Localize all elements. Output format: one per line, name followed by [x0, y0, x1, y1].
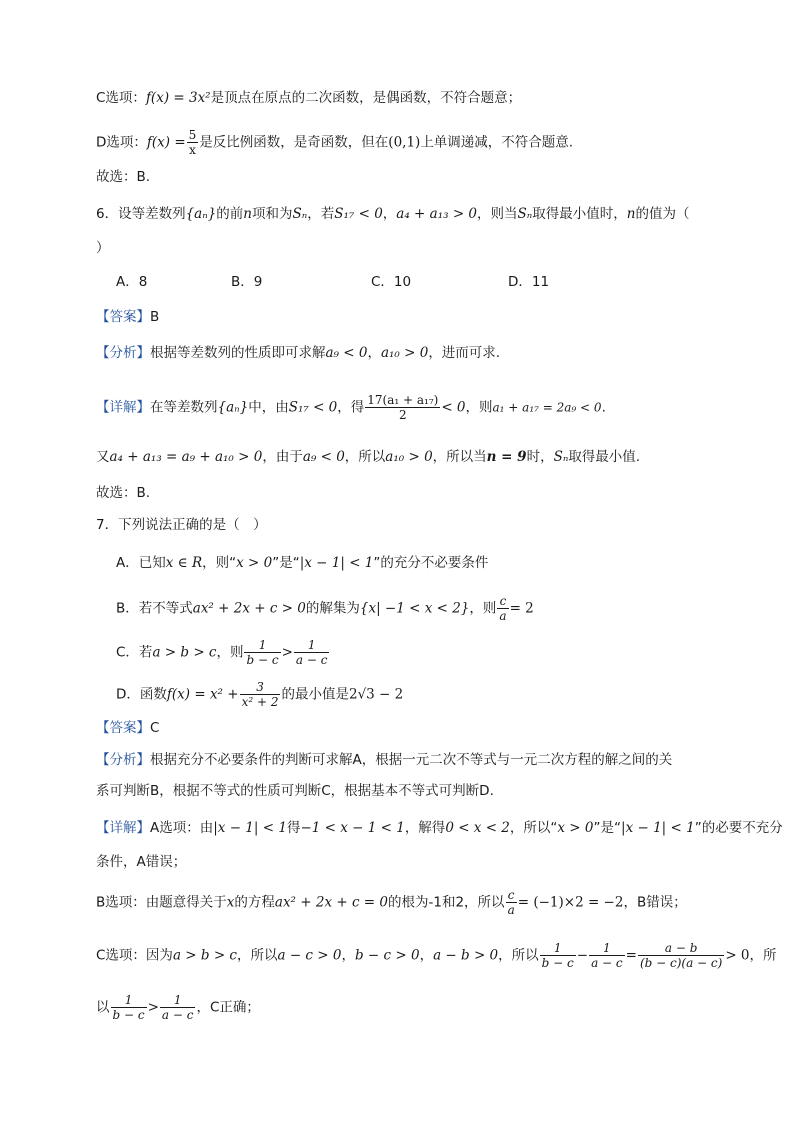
- fraction-numerator: 1: [589, 941, 625, 956]
- text: ”是“: [272, 555, 300, 571]
- math: >: [281, 644, 293, 661]
- answer-6: [96, 307, 704, 327]
- question-7: [96, 515, 704, 535]
- fraction: [365, 393, 440, 422]
- fraction-numerator: 1: [111, 993, 147, 1008]
- text-line: [96, 167, 704, 187]
- text: ，得: [337, 399, 365, 416]
- text: D．函数: [116, 686, 167, 703]
- text: ，所以当: [432, 449, 487, 465]
- text: 故选：B.: [96, 169, 151, 185]
- fraction-numerator: 1: [244, 638, 280, 653]
- detail-6: [96, 393, 704, 422]
- text: ，所: [749, 947, 777, 964]
- detail-6-cont: [96, 447, 704, 467]
- text-line: [96, 88, 704, 108]
- answer-7: [96, 718, 704, 738]
- math: Sₙ: [517, 206, 533, 222]
- math: a₉ < 0: [302, 449, 345, 465]
- fraction-denominator: a − c: [161, 1008, 194, 1022]
- option-a: A．8: [116, 274, 148, 290]
- text: ，则“: [202, 555, 237, 571]
- text: 的解集为: [305, 600, 360, 617]
- text: 时，: [526, 449, 554, 465]
- text: ，: [367, 345, 381, 361]
- text: 又: [96, 449, 110, 465]
- fraction: [589, 941, 625, 970]
- fraction-numerator: 5: [188, 128, 197, 142]
- math: n: [626, 206, 636, 222]
- fraction: [111, 993, 147, 1022]
- text: ，若: [307, 206, 335, 222]
- math: |x − 1| < 1: [299, 555, 374, 571]
- text-line: [96, 483, 704, 503]
- math: a₄ + a₁₃ > 0: [396, 206, 478, 222]
- text: 项和为: [252, 206, 293, 222]
- fraction-numerator: a − b: [638, 941, 724, 956]
- math: x ∈ R: [165, 555, 203, 571]
- question-6: [96, 204, 704, 224]
- text: 根据充分不必要条件的判断可求解A，根据一元二次不等式与一元二次方程的解之间的关: [150, 752, 673, 768]
- text: 以: [96, 999, 110, 1016]
- math: Sₙ: [292, 206, 308, 222]
- text: 故选：B.: [96, 485, 151, 501]
- math: {aₙ}: [217, 399, 249, 416]
- math: 0 < x < 2: [445, 820, 510, 836]
- detail-7-d: [96, 993, 704, 1022]
- text: 的前: [216, 206, 244, 222]
- fraction-denominator: 2: [398, 408, 407, 422]
- text: ，则: [469, 600, 497, 617]
- text: ，解得: [404, 820, 446, 836]
- fraction: [638, 941, 724, 970]
- text-line: [96, 128, 704, 157]
- text: A选项：由: [150, 820, 214, 836]
- analysis-tag: 【分析】: [96, 345, 150, 361]
- text: 系可判断B，根据不等式的性质可判断C，根据基本不等式可判断D.: [96, 783, 494, 799]
- analysis-tag: 【分析】: [96, 752, 150, 768]
- math: f(x) = x² +: [166, 686, 239, 703]
- answer-tag: 【答案】: [96, 720, 150, 736]
- math: x > 0: [236, 555, 273, 571]
- text: ”是“: [593, 820, 622, 836]
- text: ，则: [216, 644, 244, 661]
- math: a₄ + a₁₃ = a₉ + a₁₀ > 0: [109, 449, 263, 465]
- fraction: [497, 594, 508, 623]
- fraction-denominator: x² + 2: [241, 695, 279, 709]
- text: ，则当: [477, 206, 518, 222]
- text: B选项：由题意得关于: [96, 894, 227, 911]
- fraction: [244, 638, 280, 667]
- math: n: [243, 206, 252, 222]
- math: {aₙ}: [185, 206, 217, 222]
- text: ，: [341, 947, 355, 964]
- option-7a: [116, 553, 704, 573]
- math: n = 9: [486, 449, 527, 465]
- fraction: [187, 128, 199, 157]
- analysis-7: [96, 750, 704, 770]
- text: ，: [419, 947, 434, 964]
- detail-tag: 【详解】: [96, 820, 150, 836]
- fraction: [506, 888, 517, 917]
- text: 7．下列说法正确的是（ ）: [96, 517, 267, 533]
- text: ，则: [465, 399, 493, 416]
- text: ，所以“: [509, 820, 558, 836]
- math: > 0: [725, 947, 750, 964]
- option-d: D．11: [508, 274, 550, 290]
- math: |x − 1| < 1: [213, 820, 287, 836]
- math: |x − 1| < 1: [621, 820, 695, 836]
- math: = 2: [509, 600, 534, 617]
- math: −: [576, 947, 589, 964]
- option-c: C．10: [371, 274, 412, 290]
- math: S₁₇ < 0: [288, 399, 338, 416]
- text-line: [96, 852, 704, 872]
- math: < 0: [441, 399, 466, 416]
- fraction: [540, 941, 576, 970]
- math: (0,1): [388, 134, 421, 151]
- option-b: B．9: [231, 274, 263, 290]
- math: {x| −1 < x < 2}: [359, 600, 470, 617]
- text-line: [96, 238, 704, 258]
- math: f(x) = 3x²: [145, 90, 211, 106]
- text: 的根为-1和2，所以: [388, 894, 505, 911]
- text: 6．设等差数列: [96, 206, 186, 222]
- fraction-numerator: 1: [294, 638, 330, 653]
- fraction-numerator: 17(a₁ + a₁₇): [367, 393, 439, 407]
- detail-7: [96, 818, 783, 838]
- option-7d: [116, 680, 704, 709]
- text: ”的充分不必要条件: [373, 555, 489, 571]
- fraction-numerator: c: [506, 888, 517, 903]
- fraction: [240, 680, 281, 709]
- fraction-denominator: a: [499, 609, 507, 623]
- math: x: [226, 894, 235, 911]
- math: ax² + 2x + c = 0: [274, 894, 388, 911]
- text: 的值为（: [635, 206, 690, 222]
- math: ax² + 2x + c > 0: [192, 600, 306, 617]
- text-line: [96, 781, 704, 801]
- math: S₁₇ < 0: [334, 206, 383, 222]
- math: a₁₀ > 0: [380, 345, 429, 361]
- text: 取得最小值.: [568, 449, 641, 465]
- fraction-numerator: 1: [160, 993, 196, 1008]
- fraction: [160, 993, 196, 1022]
- fraction-denominator: a: [507, 903, 515, 917]
- math: b − c > 0: [354, 947, 420, 964]
- text: ”的必要不充分: [694, 820, 783, 836]
- fraction-denominator: a − c: [591, 956, 623, 970]
- answer-tag: 【答案】: [96, 309, 150, 325]
- text: ，所以: [498, 947, 539, 964]
- text: ，所以: [236, 947, 278, 964]
- fraction-numerator: 1: [540, 941, 576, 956]
- answer-value: C: [150, 720, 160, 736]
- math: = (−1)×2 = −2: [517, 894, 624, 911]
- math: x > 0: [557, 820, 594, 836]
- text: ，由于: [262, 449, 303, 465]
- text: C．若: [116, 644, 153, 661]
- text: ，C正确；: [196, 999, 260, 1016]
- math: Sₙ: [553, 449, 569, 465]
- fraction: [294, 638, 330, 667]
- text: C选项：因为: [96, 947, 173, 964]
- math: a − c > 0: [277, 947, 342, 964]
- text: 的最小值是: [281, 686, 349, 703]
- math: a₉ < 0: [325, 345, 368, 361]
- fraction-denominator: b − c: [541, 956, 574, 970]
- math: −1 < x − 1 < 1: [300, 820, 405, 836]
- text: 得: [286, 820, 301, 836]
- math: f(x) =: [146, 134, 186, 151]
- text: 条件，A错误；: [96, 854, 187, 870]
- text: 是反比例函数，是奇函数，但在: [199, 134, 389, 151]
- text: ，: [382, 206, 397, 222]
- fraction-denominator: x: [189, 143, 196, 157]
- analysis-6: [96, 343, 704, 363]
- math: a > b > c: [172, 947, 237, 964]
- text: 中，由: [248, 399, 289, 416]
- fraction-denominator: (b − c)(a − c): [639, 956, 723, 970]
- text: 根据等差数列的性质即可求解: [150, 345, 326, 361]
- text: 取得最小值时，: [532, 206, 627, 222]
- fraction-denominator: b − c: [112, 1008, 145, 1022]
- option-7b: [116, 594, 704, 623]
- text: .: [601, 399, 606, 416]
- text: D选项：: [96, 134, 147, 151]
- fraction-numerator: c: [497, 594, 508, 609]
- math: a₁ + a₁₇ = 2a₉ < 0: [492, 400, 602, 415]
- answer-value: B: [150, 309, 160, 325]
- math: 2√3 − 2: [348, 686, 404, 703]
- math: a₁₀ > 0: [385, 449, 433, 465]
- detail-7-c: [96, 941, 777, 970]
- text: C选项：: [96, 90, 146, 106]
- math: =: [625, 947, 637, 964]
- text: A．已知: [116, 555, 166, 571]
- text: ，进而可求.: [428, 345, 501, 361]
- math: a > b > c: [152, 644, 217, 661]
- text: 是顶点在原点的二次函数，是偶函数，不符合题意；: [210, 90, 522, 106]
- text: B．若不等式: [116, 600, 193, 617]
- text: 在等差数列: [150, 399, 218, 416]
- fraction-numerator: 3: [240, 680, 281, 695]
- math: a − b > 0: [433, 947, 499, 964]
- text: 的方程: [234, 894, 275, 911]
- detail-7-b: [96, 888, 704, 917]
- detail-tag: 【详解】: [96, 399, 150, 416]
- fraction-denominator: b − c: [246, 653, 279, 667]
- text: ，B错误；: [623, 894, 687, 911]
- math: >: [147, 999, 159, 1016]
- text: ）: [96, 240, 110, 256]
- option-7c: [116, 638, 704, 667]
- fraction-denominator: a − c: [295, 653, 328, 667]
- text: 上单调递减，不符合题意.: [420, 134, 574, 151]
- text: ，所以: [344, 449, 386, 465]
